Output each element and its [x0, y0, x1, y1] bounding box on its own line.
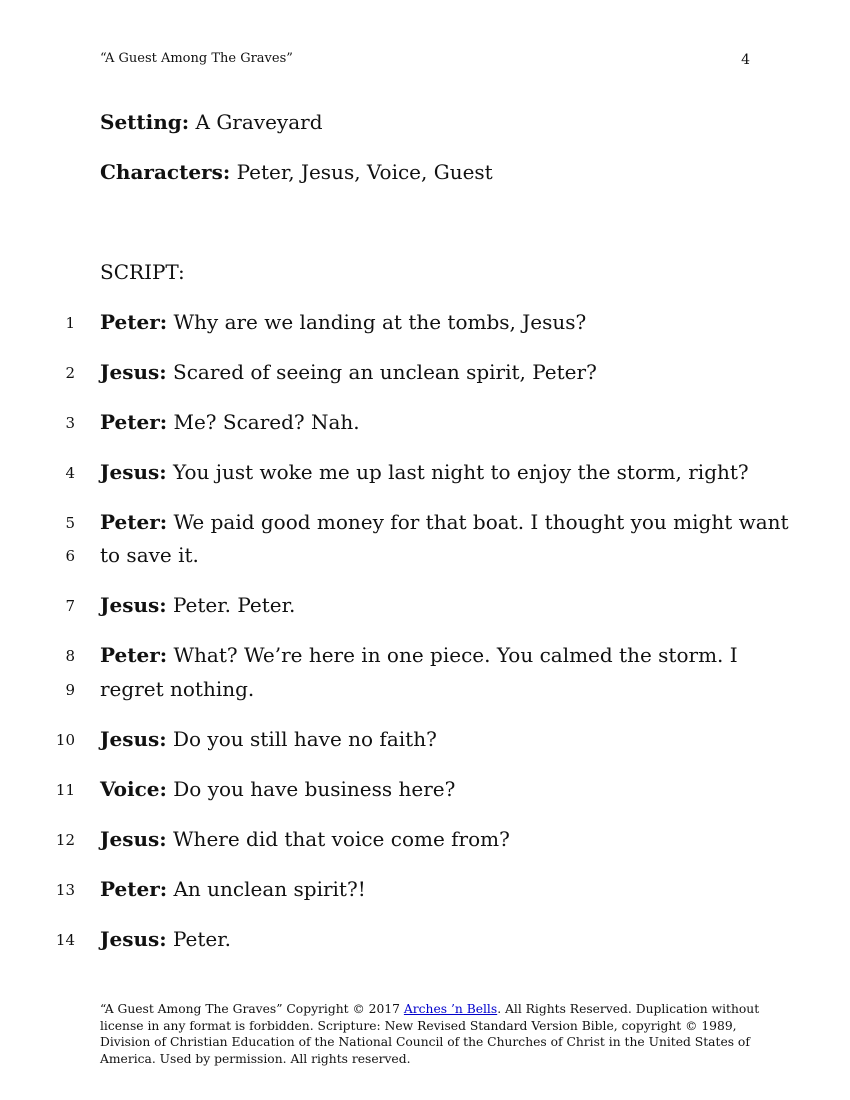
dialogue-text: An unclean spirit?!: [173, 877, 366, 901]
header-title: “A Guest Among The Graves”: [100, 51, 293, 66]
line-number: 6: [65, 547, 75, 565]
script-line: [100, 410, 760, 434]
script-line: [100, 727, 760, 751]
line-number: 5: [65, 514, 75, 532]
dialogue-text: to save it.: [100, 543, 199, 567]
dialogue-text: You just woke me up last night to enjoy the storm, right?: [173, 460, 749, 484]
setting-value: A Graveyard: [195, 110, 323, 134]
speaker-name: Peter:: [100, 877, 168, 901]
speaker-name: Peter:: [100, 310, 168, 334]
page-number: 4: [741, 52, 750, 68]
line-number: 1: [65, 314, 75, 332]
script-line: [100, 310, 760, 334]
footer-text-end: . All Rights Reserved. Duplication without license in any format is forbidden. Scripture: New Revised Standard Version Bible, copyright © 1989, Division of Christian Education of the National Council of the Churches of Christ in the United States of America. Used by permission. All rights reserved.: [100, 1002, 760, 1066]
script-line: [100, 593, 760, 617]
script-line: [100, 360, 760, 384]
arches-n-bells-link[interactable]: Arches ’n Bells: [403, 1002, 498, 1016]
speaker-name: Voice:: [100, 777, 167, 801]
dialogue-text: regret nothing.: [100, 677, 255, 701]
speaker-name: Peter:: [100, 410, 168, 434]
script-line: [100, 777, 760, 801]
line-number: 12: [55, 831, 75, 849]
dialogue-text: Peter.: [173, 927, 231, 951]
line-number: 8: [65, 647, 75, 665]
line-number: 11: [55, 781, 75, 799]
script-line: [100, 510, 789, 534]
speaker-name: Peter:: [100, 643, 168, 667]
speaker-name: Peter:: [100, 510, 168, 534]
script-line: [100, 643, 760, 667]
speaker-name: Jesus:: [100, 827, 167, 851]
dialogue-text: Do you have business here?: [173, 777, 456, 801]
line-number: 3: [65, 414, 75, 432]
speaker-name: Jesus:: [100, 360, 167, 384]
speaker-name: Jesus:: [100, 593, 167, 617]
dialogue-text: What? We’re here in one piece. You calmed the storm. I: [173, 643, 738, 667]
line-number: 14: [55, 931, 75, 949]
line-number: 9: [65, 681, 75, 699]
dialogue-text: Me? Scared? Nah.: [173, 410, 360, 434]
setting-label: Setting:: [100, 110, 190, 134]
setting-line: [100, 110, 323, 134]
dialogue-text: Peter. Peter.: [173, 593, 296, 617]
dialogue-text: Why are we landing at the tombs, Jesus?: [173, 310, 587, 334]
line-number: 13: [55, 881, 75, 899]
copyright-footer: [100, 1001, 760, 1067]
footer-text-start: “A Guest Among The Graves” Copyright © 2017: [100, 1002, 404, 1016]
script-line: [100, 877, 760, 901]
characters-label: Characters:: [100, 160, 231, 184]
script-line: [100, 827, 760, 851]
line-number: 7: [65, 597, 75, 615]
script-line-continuation: [100, 543, 760, 567]
line-number: 2: [65, 364, 75, 382]
script-heading: SCRIPT:: [100, 260, 185, 284]
script-line: [100, 927, 760, 951]
dialogue-text: Scared of seeing an unclean spirit, Peter?: [173, 360, 597, 384]
speaker-name: Jesus:: [100, 460, 167, 484]
dialogue-text: Do you still have no faith?: [173, 727, 437, 751]
line-number: 4: [65, 464, 75, 482]
dialogue-text: We paid good money for that boat. I thought you might want: [173, 510, 789, 534]
speaker-name: Jesus:: [100, 927, 167, 951]
line-number: 10: [55, 731, 75, 749]
script-line: [100, 460, 760, 484]
characters-value: Peter, Jesus, Voice, Guest: [236, 160, 493, 184]
characters-line: [100, 160, 493, 184]
speaker-name: Jesus:: [100, 727, 167, 751]
script-line-continuation: [100, 677, 760, 701]
dialogue-text: Where did that voice come from?: [173, 827, 510, 851]
